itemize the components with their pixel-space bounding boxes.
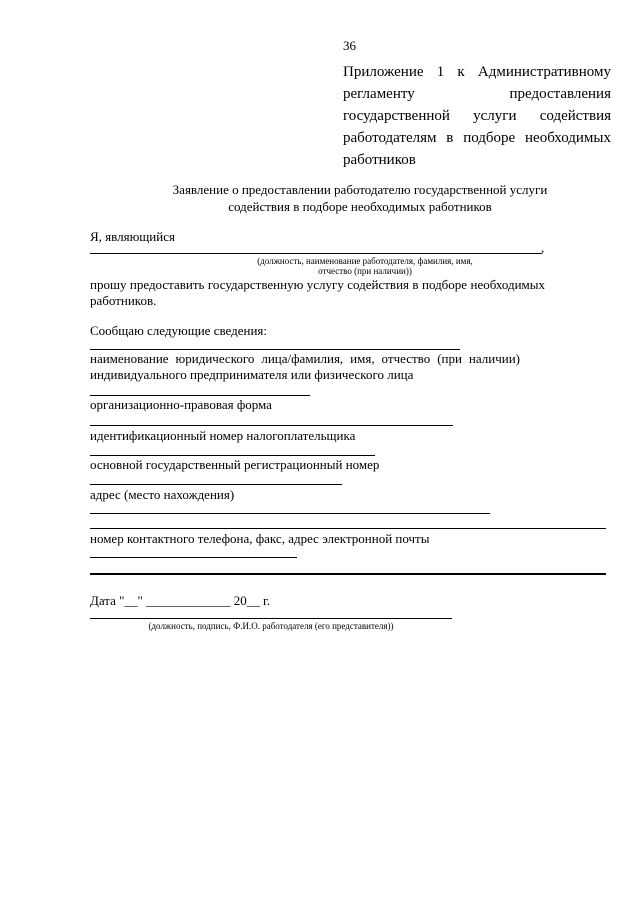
title-line-1: Заявление о предоставлении работодателю государственной услуги [172,182,548,197]
title-line-2: содействия в подборе необходимых работников [228,199,492,214]
position-fill-line[interactable] [90,253,542,254]
ogrn-fill-line[interactable] [90,455,375,456]
position-caption [180,256,550,276]
field-name-label: наименование юридического лица/фамилия, имя, отчество (при наличии) индивидуального предпринимателя или физического лица [90,351,520,382]
intro-text: Я, являющийся [90,229,175,244]
comma: , [541,240,545,255]
legal-form-fill-line[interactable] [90,395,310,396]
inn-fill-line[interactable] [90,425,453,426]
page-number: 36 [343,38,356,53]
date-line: Дата "__" _____________ 20__ г. [90,593,271,608]
name-fill-line[interactable] [90,349,460,350]
contacts-fill-line-2[interactable] [90,573,606,575]
field-address-label: адрес (место нахождения) [90,487,235,502]
address-fill-line-2[interactable] [90,528,606,529]
appendix-header: Приложение 1 к Административному регламенту предоставления государственной услуги содействия работодателям в подборе необходимых работников [343,64,611,168]
address-fill-line-1[interactable] [90,513,490,514]
address-fill-line-top[interactable] [90,484,342,485]
position-caption-line-2: отчество (при наличии)) [318,266,412,276]
document-title [90,181,630,215]
info-intro: Сообщаю следующие сведения: [90,323,268,338]
field-legal-form-label: организационно-правовая форма [90,397,272,412]
request-text: прошу предоставить государственную услугу содействия в подборе необходимых работников. [90,277,545,308]
field-ogrn-label: основной государственный регистрационный номер [90,457,380,472]
contacts-fill-line-1[interactable] [90,557,297,558]
position-caption-line-1: (должность, наименование работодателя, фамилия, имя, [257,256,473,266]
signature-fill-line[interactable] [90,618,452,619]
signature-caption: (должность, подпись, Ф.И.О. работодателя (его представителя)) [148,621,394,631]
field-inn-label: идентификационный номер налогоплательщика [90,428,356,443]
field-contacts-label: номер контактного телефона, факс, адрес электронной почты [90,531,430,546]
